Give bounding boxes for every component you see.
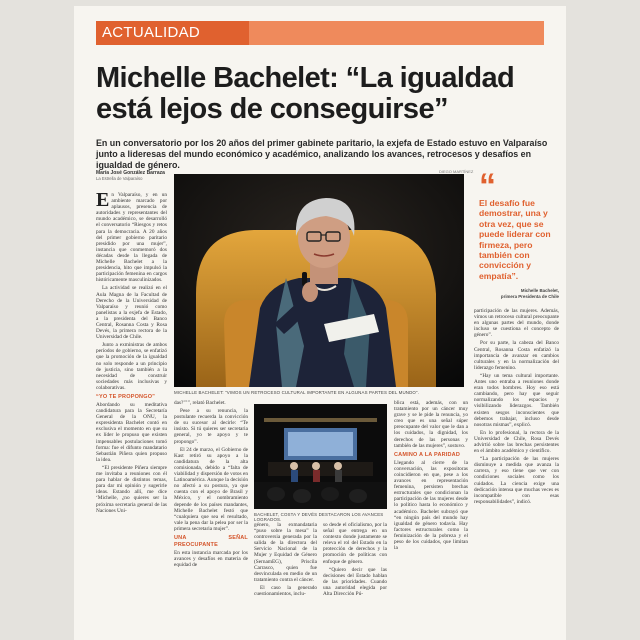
- body-paragraph: “La participación de las mujeres disminuye a medida que avanza la carrera, y eso tiene que ver con condiciones sociales como los cuidados. La ciencia exige una dedicación intensa que muchas veces es incompatible con esas responsabilidades”, indicó.: [474, 456, 559, 505]
- quote-mark-icon: “: [479, 167, 496, 205]
- body-column-4: [323, 522, 387, 638]
- newspaper-page: [74, 6, 566, 640]
- body-paragraph: “El presidente Piñera siempre me invitaba a reuniones con él para hablar de distintos temas, para dar mi opinión y sugerirle ideas. Estando allí, me dice ‘Michelle, ¿no quieres ser la próxima secretaria general de las Naciones Uni-: [96, 464, 167, 514]
- body-paragraph: La actividad se realizó en el Aula Magna de la Facultad de Derecho de la Universidad de Valparaíso y reunió como panelistas a la exjefa de Estado, a la presidenta del Banco Central, Rosanna Costa y Rosa Devés, la primera rectora de la Universidad de Chile.: [96, 285, 167, 341]
- subhead: “YO TE PROPONGO”: [96, 394, 156, 400]
- photo-credit: DIEGO MARTÍNEZ: [439, 169, 474, 174]
- body-paragraph: En Valparaíso, y en un ambiente marcado por aplausos, presencia de autoridades y representantes del mundo académico, se desarrolló el conversatorio “Riesgos y retos para la democracia. A 20 años del primer gobierno paritario presidido por una mujer”, instancia que conmemoró dos décadas desde la llegada de Michelle Bachelet a la presidencia, hito que impulsó la participación femenina en cargos históricamente masculinizados.: [96, 192, 167, 284]
- body-paragraph: “Quiero decir que las decisiones del Estado hablan de las prioridades. Cuando una autoridad elegida por Alta Dirección Pú-: [323, 566, 387, 598]
- body-column-6: [474, 308, 559, 638]
- panel-photo-caption: BACHELET, COSTA Y DEVÉS DESTACARON LOS AVANCES LOGRADOS.: [254, 512, 384, 522]
- subhead: CAMINO A LA PARIDAD: [394, 451, 461, 458]
- quote-author-role: primera Presidenta de Chile: [500, 293, 559, 299]
- subhead: UNA SEÑAL PREOCUPANTE: [174, 534, 248, 548]
- drop-cap: E: [96, 192, 110, 211]
- body-column-5: [394, 400, 468, 638]
- body-paragraph: so desde el oficialismo, por la señal que entrega en un contexto donde justamente se releva el rol del Estado en la protección de derechos y la promoción de políticas con enfoque de género.: [323, 522, 387, 565]
- section-label: ACTUALIDAD: [96, 21, 249, 45]
- body-paragraph: Abordando su meditativa candidatura para la Secretaría General de la ONU, la expresidenta Bachelet contó en exclusiva el momento en que su ex líder le propuso que existen impensables postulaciones tomó forma: fue el difunto mandatario Sebastián Piñera quien propuso la idea.: [96, 402, 167, 463]
- body-paragraph: das?”’”, relató Bachelet.: [174, 400, 226, 406]
- body-paragraph: En esta instancia marcada por los avances y desafíos en materia de equidad de: [174, 549, 248, 569]
- body-paragraph: participación de las mujeres. Además, vimos un retroceso cultural preocupante en algunas partes del mundo, donde incluso se cuestiona el concepto de género”.: [474, 308, 559, 339]
- quote-attribution: [479, 288, 559, 299]
- body-paragraph: Llegando al cierre de la conversación, las expositoras coincidieron en que, pese a los avances en representación femenina, persisten brechas estructurales que condicionan la participación de las mujeres desde lo político hasta lo económico y académico. Bachelet subrayó que “en ningún país del mundo hay igualdad de género todavía. Hay factores estructurales como la feminización de la pobreza y el peso de los cuidados, que limitan la: [394, 459, 468, 552]
- panel-photo: [254, 404, 387, 509]
- main-photo: [174, 174, 464, 387]
- body-column-2: [174, 400, 248, 638]
- quote-text: El desafío fue demostrar, una y otra vez, que se puede liderar con firmeza, pero también con convicción y empatía”.: [479, 198, 551, 281]
- body-paragraph: El 24 de marzo, el Gobierno de Kast retiró su apoyo a la candidatura de la alta comisionada, debido a “falta de viabilidad y dispersión de votos en Latinoamérica. Aunque la decisión no afectó a su postura, ya que cuenta con el apoyo de Brasil y México, y el nombramiento depende de los países mandantes, Michelle Bachelet festó que “cualquiera que sea el resultado, vale la pena dar la pelea por ser la primera secretaria mujer”.: [174, 446, 248, 532]
- byline-author: María José González Barraza: [96, 170, 165, 176]
- byline: [96, 170, 166, 181]
- quote-author: Michelle Bachelet,: [520, 288, 559, 294]
- body-paragraph: “Hay un tema cultural importante. Antes uno entraba a reuniones donde eran todos hombres. Hoy eso está cambiando, pero hay que seguir normalizando los espacios y visibilizando liderazgos. También existen sesgos inconscientes que debemos trabajar, incluso desde nosotras mismas”, explicó.: [474, 372, 559, 428]
- body-paragraph: género, la exmandataria “puso sobre la mesa” la controversia generada por la salida de la directora del Servicio Nacional de la Mujer y Equidad de Género (SernamEG), Priscila Carrasco, quien fue desvinculada en medio de un tratamiento contra el cáncer.: [254, 522, 317, 583]
- body-paragraph: En lo profesional, la rectora de la Universidad de Chile, Rosa Devés advirtió sobre las brechas persistentes en el ámbito académico y científico.: [474, 429, 559, 455]
- body-paragraph: El caso la generado cuestionamientos, inclu-: [254, 584, 317, 598]
- body-paragraph: blica está, además, con un tratamiento por un cáncer muy grave y se le pide la renuncia, yo creo que es una señal súper preocupante del valor que le dan a los cuidados, la dignidad, los derechos de las personas y también de las mujeres”, sostuvo.: [394, 400, 468, 449]
- body-column-3: [254, 522, 317, 638]
- body-column-1: [96, 192, 167, 638]
- byline-publication: La Estrella de Valparaíso: [96, 176, 143, 181]
- body-paragraph: Por su parte, la cabeza del Banco Central, Rosanna Costa enfatizó la importancia de avanzar en cambios culturales y en la normalización del liderazgo femenino.: [474, 340, 559, 371]
- deck: En un conversatorio por los 20 años del primer gabinete paritario, la exjefa de Estado estuvo en Valparaíso junto a lideresas del mundo económico y académico, analizando los avances, retrocesos y desafíos en igualdad de género.: [96, 138, 548, 170]
- main-photo-caption: MICHELLE BACHELET: “VIMOS UN RETROCESO CULTURAL IMPORTANTE EN ALGUNAS PARTES DEL MUNDO”.: [174, 390, 419, 395]
- pull-quote: [479, 167, 559, 299]
- body-paragraph: Pese a su renuncia, la postulante recuerda la convicción de su sucesor al decirle: “Te insisto. Si tú quieres ser secretaria general, yo te apoyo y te propongo”.: [174, 408, 248, 445]
- section-bar: [249, 21, 544, 45]
- headline: Michelle Bachelet: “La igualdad está lejos de conseguirse”: [96, 62, 515, 125]
- body-paragraph: Junto a exministras de ambos períodos de gobierno, se enfatizó que la promoción de la igualdad no solo responde a un principio de justicia, sino también a la necesidad de construir sociedades más inclusivas y colaborativas.: [96, 342, 167, 391]
